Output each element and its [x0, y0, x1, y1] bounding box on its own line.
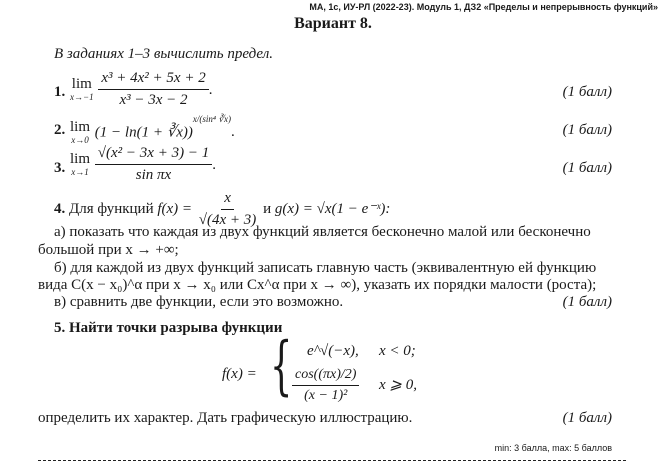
- task-4-b-line1: б) для каждой из двух функций записать главную часть (эквивалентную ей функцию: [54, 260, 597, 276]
- problem-1-denominator: x³ − 3x − 2: [119, 92, 188, 109]
- problem-1-points: (1 балл): [562, 84, 612, 100]
- variant-title: Вариант 8.: [294, 15, 372, 32]
- task-4-f-fraction: $\frac{x}{√(4x + 3)}$: [198, 190, 257, 229]
- task-4-conj: и: [263, 201, 272, 218]
- task-4-a-line1: а) показать что каждая из двух функций является бесконечно малой или бесконечно: [54, 224, 591, 240]
- score-footer: min: 3 балла, max: 5 баллов: [494, 443, 612, 453]
- case-2-fraction: [292, 367, 359, 404]
- case-2-numerator: cos((πx)/2): [292, 367, 359, 386]
- piecewise-brace: {: [270, 329, 293, 403]
- problem-3-fraction: [95, 145, 212, 185]
- intro-text: В заданиях 1–3 вычислить предел.: [54, 46, 273, 62]
- case-1-cond: x < 0;: [379, 343, 416, 359]
- task-4-c-line: в) сравнить две функции, если это возможно.: [54, 294, 344, 310]
- limit-operator: lim x→0: [70, 118, 91, 145]
- task-4-lead: Для функций: [69, 201, 154, 218]
- case-2-denominator: (x − 1)²: [304, 388, 348, 404]
- document-header: МА, 1с, ИУ-РЛ (2022-23). Модуль 1, ДЗ2 «Пределы и непрерывность функций»: [309, 2, 658, 12]
- task-4-number: 4.: [54, 201, 66, 218]
- problem-1-fraction: [98, 70, 208, 110]
- task-4-g-def: g(x) = √x(1 − e⁻ˣ):: [274, 201, 391, 218]
- task-4-f-label: f(x) =: [157, 201, 193, 218]
- task-5-text: Найти точки разрыва функции: [69, 320, 283, 336]
- task-5-intro: [54, 320, 282, 337]
- task-5-closing: определить их характер. Дать графическую иллюстрацию.: [38, 410, 413, 426]
- problem-2-exponent: x/(sin⁴ ∛x): [192, 114, 232, 124]
- problem-2-formula: lim x→0 (1 − ln(1 + ∛x))$^{x/(sin^4 ∛x)}$.: [70, 114, 235, 145]
- task-5-number: 5.: [54, 320, 66, 336]
- case-2-cond: x ⩾ 0,: [379, 377, 417, 393]
- problem-3-number: 3.: [54, 160, 66, 176]
- task-4-b-line2: вида C(x − x₀)^α при x → x₀ или Cx^α при x → ∞), указать их порядки малости (роста);: [38, 277, 597, 293]
- problem-2-base: (1 − ln(1 + ∛x)): [94, 124, 193, 141]
- problem-1-number: 1.: [54, 84, 66, 100]
- limit-operator: lim x→1: [70, 151, 91, 178]
- problem-1-numerator: x³ + 4x² + 5x + 2: [98, 70, 208, 90]
- problem-2-points: (1 балл): [562, 122, 612, 138]
- task-4-points: (1 балл): [562, 294, 612, 310]
- limit-operator: lim x→−1: [70, 76, 94, 103]
- problem-2-number: 2.: [54, 122, 66, 138]
- cut-line-divider: [38, 460, 626, 461]
- problem-3-numerator: √(x² − 3x + 3) − 1: [95, 145, 212, 165]
- task-5-f-label: f(x) =: [222, 366, 257, 382]
- task-5-points: (1 балл): [562, 410, 612, 426]
- problem-1-formula: lim x→−1 $\frac{\text{x³ + 4x² + 5x + 2}}{\text{x³ − 3x − 2}}$ .: [70, 70, 213, 109]
- problem-3-points: (1 балл): [562, 160, 612, 176]
- case-1-expr: e^√(−x),: [307, 343, 359, 359]
- problem-3-formula: lim x→1 $\frac{\text{√(x² − 3x + 3) − 1}}{\text{sin πx}}$ .: [70, 145, 216, 184]
- task-4-a-line2: большой при x → +∞;: [38, 242, 179, 258]
- problem-3-denominator: sin πx: [135, 167, 172, 184]
